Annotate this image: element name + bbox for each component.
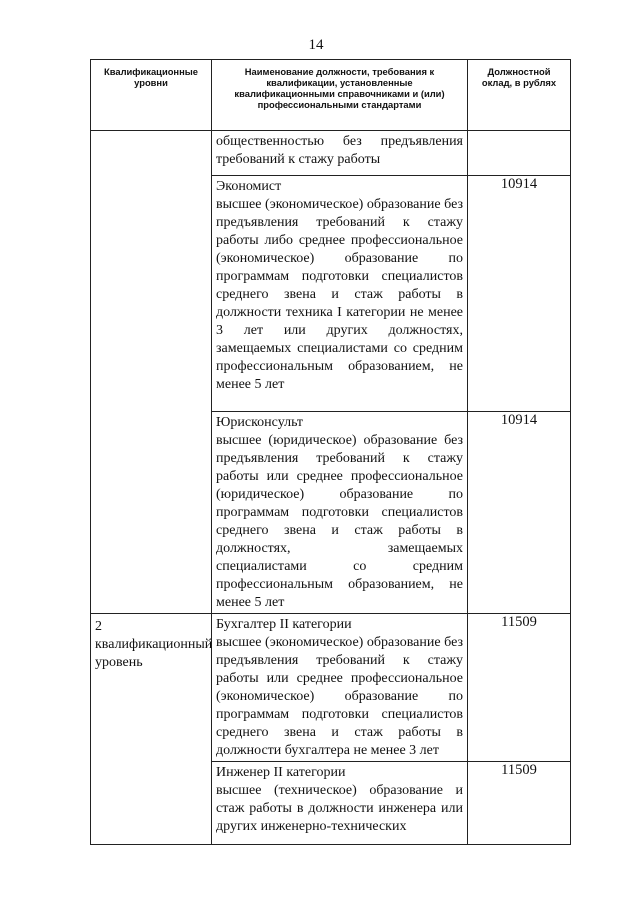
header-qualification-levels: Квалификационные уровни — [91, 60, 212, 131]
salary-cell: 10914 — [468, 412, 571, 614]
level-cell-empty — [91, 131, 212, 614]
requirements-text: высшее (юридическое) образование без предъявления требований к стажу работы или среднее профессиональное (юридическое) образование по программам подготовки специалистов среднего звена и стаж работы в должностях, замещаемых специалистами со средним профессиональным образованием, не менее 5 лет — [216, 433, 463, 610]
salary-cell: 10914 — [468, 176, 571, 412]
requirements-text: высшее (экономическое) образование без предъявления требований к стажу работы или среднее профессиональное (экономическое) образование по программам подготовки специалистов среднего звена и стаж работы в должности бухгалтера не менее 3 лет — [216, 635, 463, 758]
requirements-text: высшее (экономическое) образование без предъявления требований к стажу работы либо среднее профессиональное (экономическое) образование по программам подготовки специалистов среднего звена и стаж работы в должности техника I категории не менее 3 лет или других должностях, замещаемых специалистами со средним профессиональным образованием, не менее 5 лет — [216, 197, 463, 392]
position-cell — [212, 762, 468, 845]
table-row — [91, 131, 571, 176]
table-header-row — [91, 60, 571, 131]
position-cell — [212, 131, 468, 176]
requirements-text: общественностью без предъявления требований к стажу работы — [216, 134, 463, 167]
job-title: Бухгалтер II категории — [216, 617, 352, 632]
job-title: Юрисконсульт — [216, 415, 304, 430]
level-number: 2 — [95, 619, 102, 634]
job-title: Экономист — [216, 179, 282, 194]
requirements-text: высшее (техническое) образование и стаж работы в должности инженера или других инженерно-технических — [216, 783, 463, 834]
level-cell — [91, 614, 212, 845]
salary-cell: 11509 — [468, 762, 571, 845]
position-cell — [212, 614, 468, 762]
position-cell — [212, 412, 468, 614]
level-label: квалификационный уровень — [95, 637, 213, 670]
header-position-requirements: Наименование должности, требования к квалификации, установленные квалификационными справочниками и (или) профессиональными стандартами — [212, 60, 468, 131]
header-salary: Должностной оклад, в рублях — [468, 60, 571, 131]
page-number: 14 — [308, 37, 324, 53]
table-row — [91, 614, 571, 762]
salary-cell: 11509 — [468, 614, 571, 762]
position-cell — [212, 176, 468, 412]
salary-cell — [468, 131, 571, 176]
qualification-table — [90, 59, 571, 845]
job-title: Инженер II категории — [216, 765, 346, 780]
